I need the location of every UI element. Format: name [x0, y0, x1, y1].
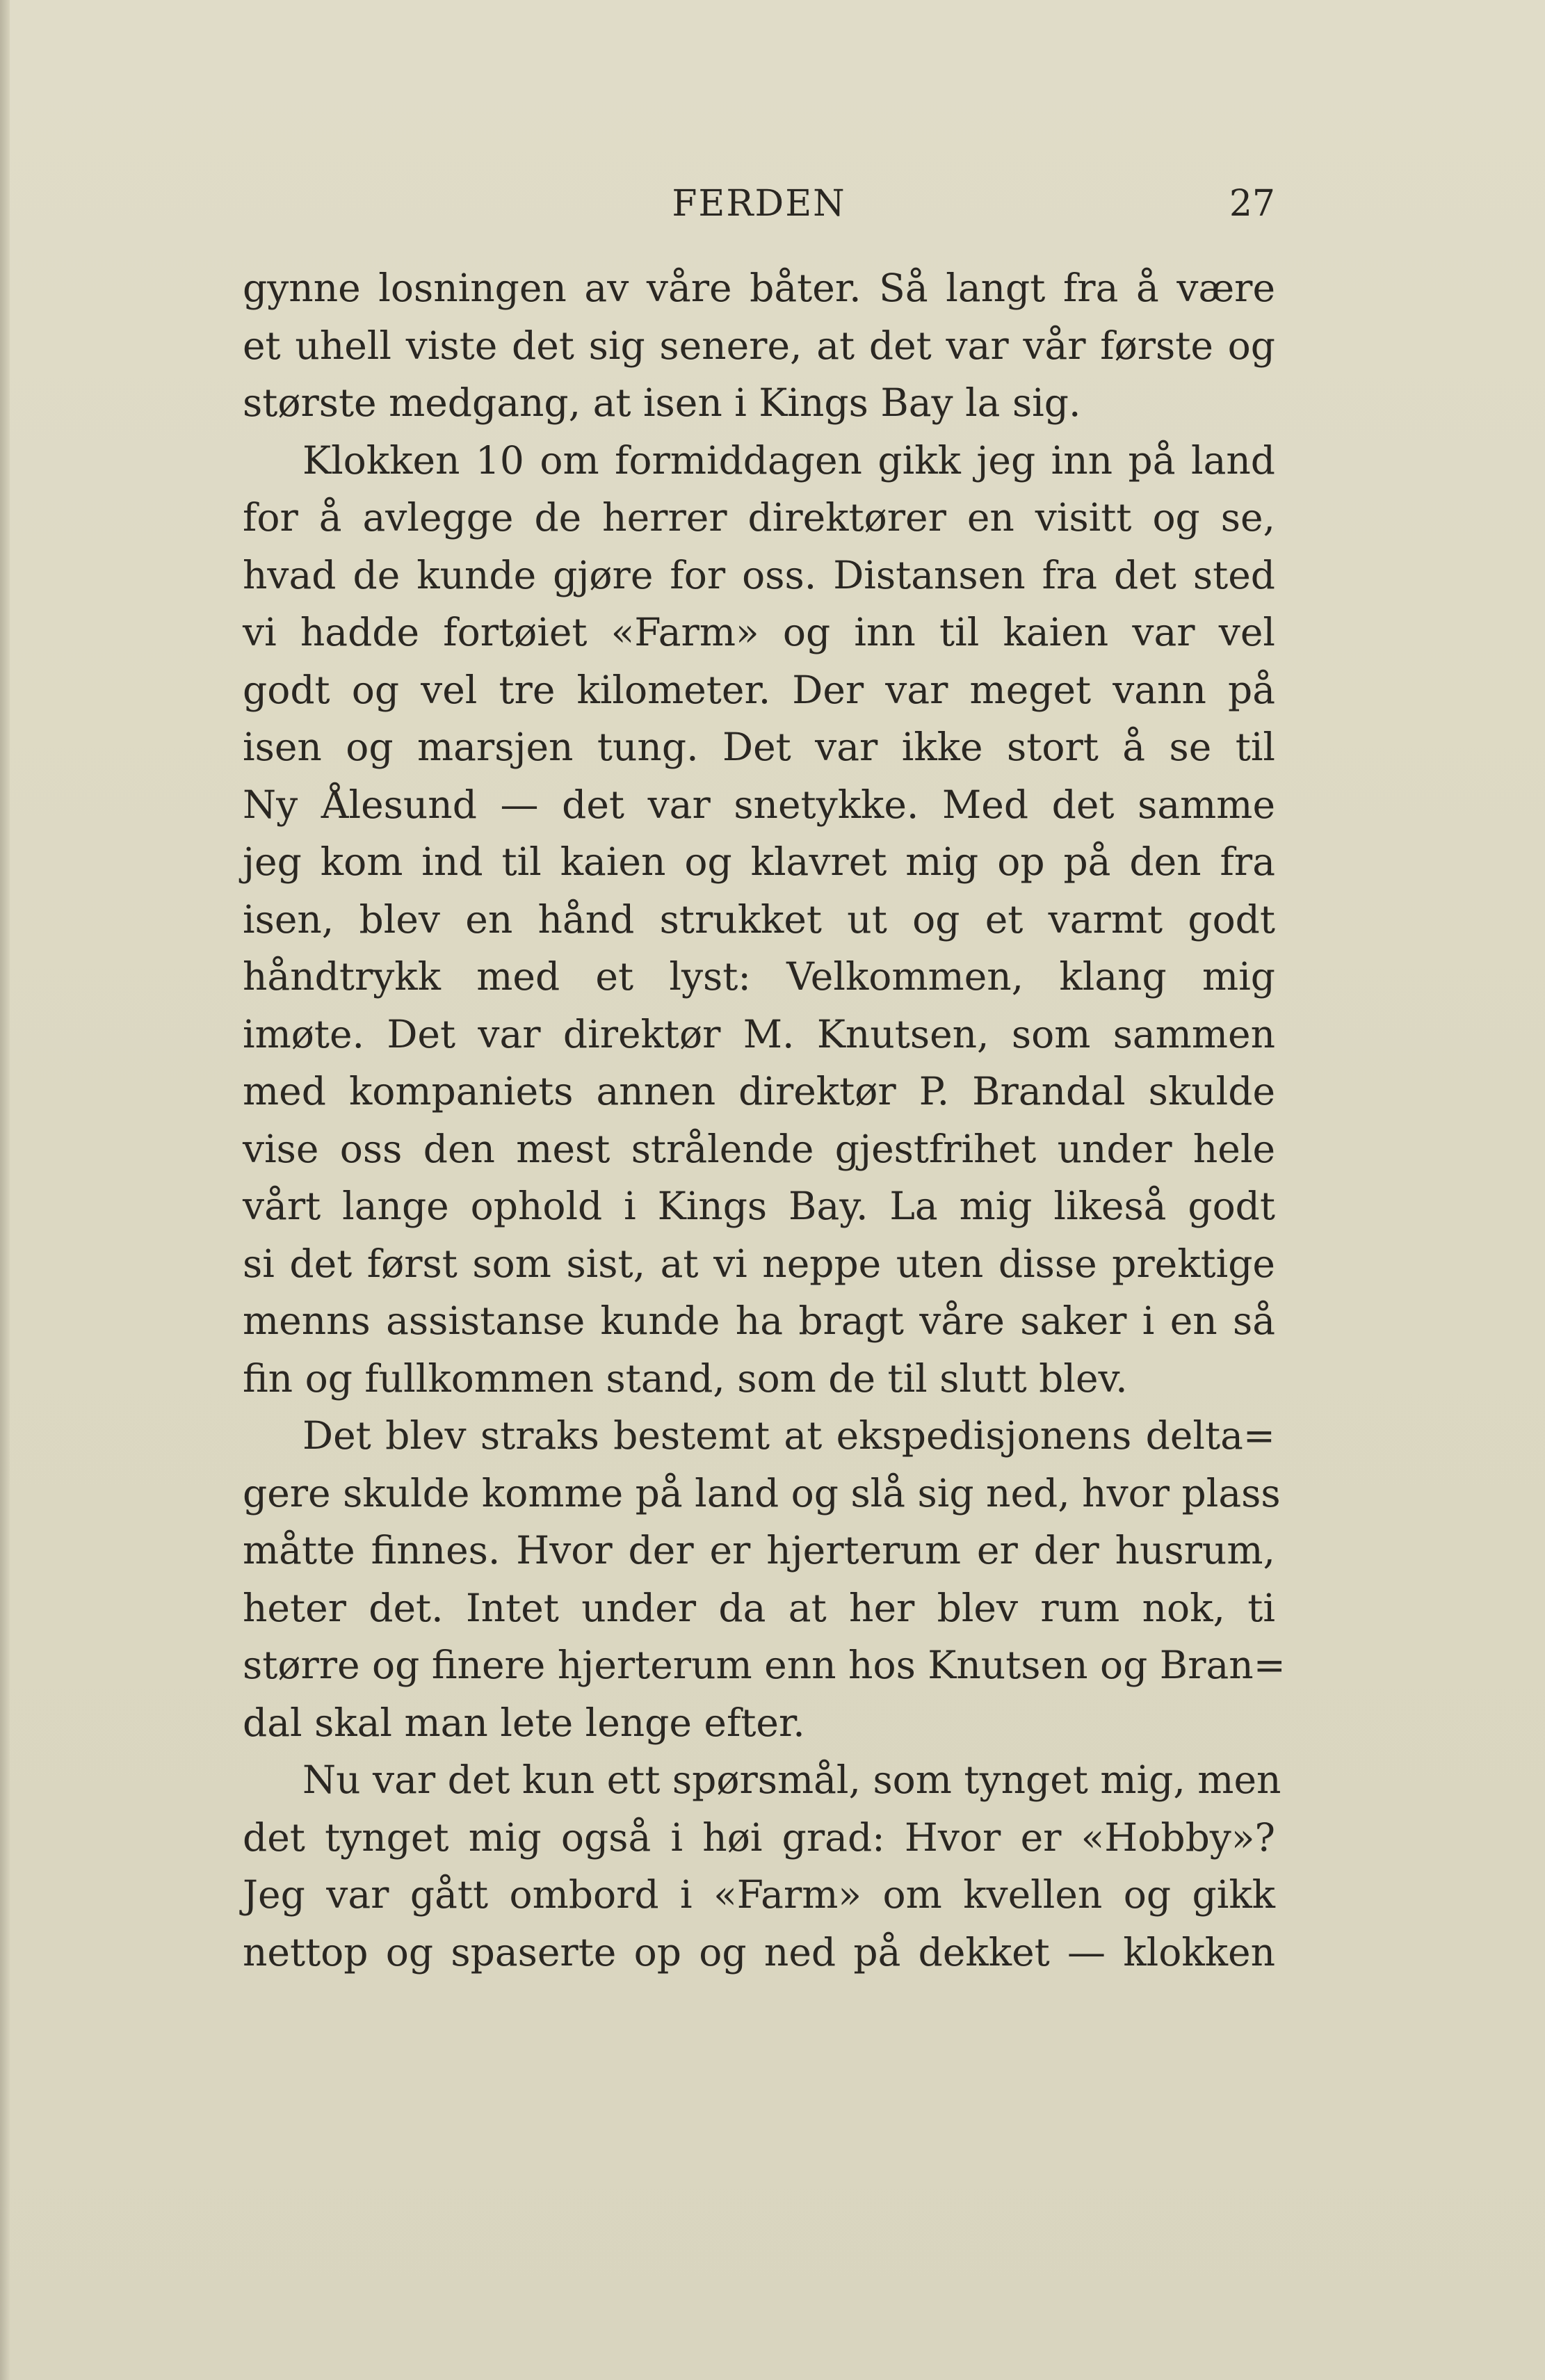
- text-line: si det først som sist, at vi neppe uten disse prektige: [243, 1241, 1275, 1286]
- text-line: imøte. Det var direktør M. Knutsen, som sammen: [243, 1011, 1275, 1056]
- text-line: Nu var det kun ett spørsmål, som tynget mig, men: [302, 1758, 1281, 1802]
- text-line: nettop og spaserte op og ned på dekket — klokken: [243, 1929, 1275, 1975]
- text-line: gynne losningen av våre båter. Så langt fra å være: [243, 266, 1275, 310]
- text-line: menns assistanse kunde ha bragt våre saker i en så: [243, 1298, 1275, 1343]
- body-text: [243, 259, 1286, 1981]
- text-line: med kompaniets annen direktør P. Brandal skulde: [243, 1069, 1275, 1113]
- text-line: vi hadde fortøiet «Farm» og inn til kaien var vel: [243, 610, 1275, 654]
- text-line: et uhell viste det sig senere, at det var vår første og: [243, 323, 1275, 368]
- text-line: isen og marsjen tung. Det var ikke stort å se til: [243, 725, 1275, 769]
- text-line: godt og vel tre kilometer. Der var meget vann på: [243, 667, 1275, 712]
- text-line: måtte finnes. Hvor der er hjerterum er der husrum,: [243, 1528, 1275, 1573]
- page-number: 27: [1229, 183, 1275, 225]
- text-line: håndtrykk med et lyst: Velkommen, klang mig: [243, 954, 1275, 999]
- text-line: gere skulde komme på land og slå sig ned, hvor plass: [243, 1470, 1281, 1515]
- text-line: Jeg var gått ombord i «Farm» om kvellen og gikk: [243, 1872, 1275, 1917]
- text-line: Ny Ålesund — det var snetykke. Med det samme: [243, 782, 1275, 827]
- text-line: fin og fullkommen stand, som de til slutt blev.: [243, 1356, 1128, 1401]
- text-line: Det blev straks bestemt at ekspedisjonens delta=: [302, 1413, 1275, 1458]
- text-line: vårt lange ophold i Kings Bay. La mig likeså godt: [243, 1184, 1275, 1228]
- text-line: større og finere hjerterum enn hos Knutsen og Bran=: [243, 1643, 1286, 1687]
- text-line: isen, blev en hånd strukket ut og et varmt godt: [243, 896, 1275, 942]
- page-edge: [0, 0, 10, 2380]
- running-head: [243, 179, 1275, 228]
- text-line: for å avlegge de herrer direktører en visitt og se,: [243, 495, 1275, 540]
- text-line: jeg kom ind til kaien og klavret mig op på den fra: [243, 839, 1275, 884]
- text-line: heter det. Intet under da at her blev rum nok, ti: [243, 1585, 1275, 1630]
- text-line: største medgang, at isen i Kings Bay la sig.: [243, 380, 1081, 425]
- text-line: Klokken 10 om formiddagen gikk jeg inn på land: [302, 437, 1275, 483]
- chapter-title: FERDEN: [672, 183, 846, 225]
- text-line: vise oss den mest strålende gjestfrihet under hele: [243, 1126, 1275, 1171]
- text-line: det tynget mig også i høi grad: Hvor er «Hobby»?: [243, 1815, 1275, 1860]
- text-line: hvad de kunde gjøre for oss. Distansen fra det sted: [243, 552, 1275, 597]
- text-line: dal skal man lete lenge efter.: [243, 1700, 805, 1745]
